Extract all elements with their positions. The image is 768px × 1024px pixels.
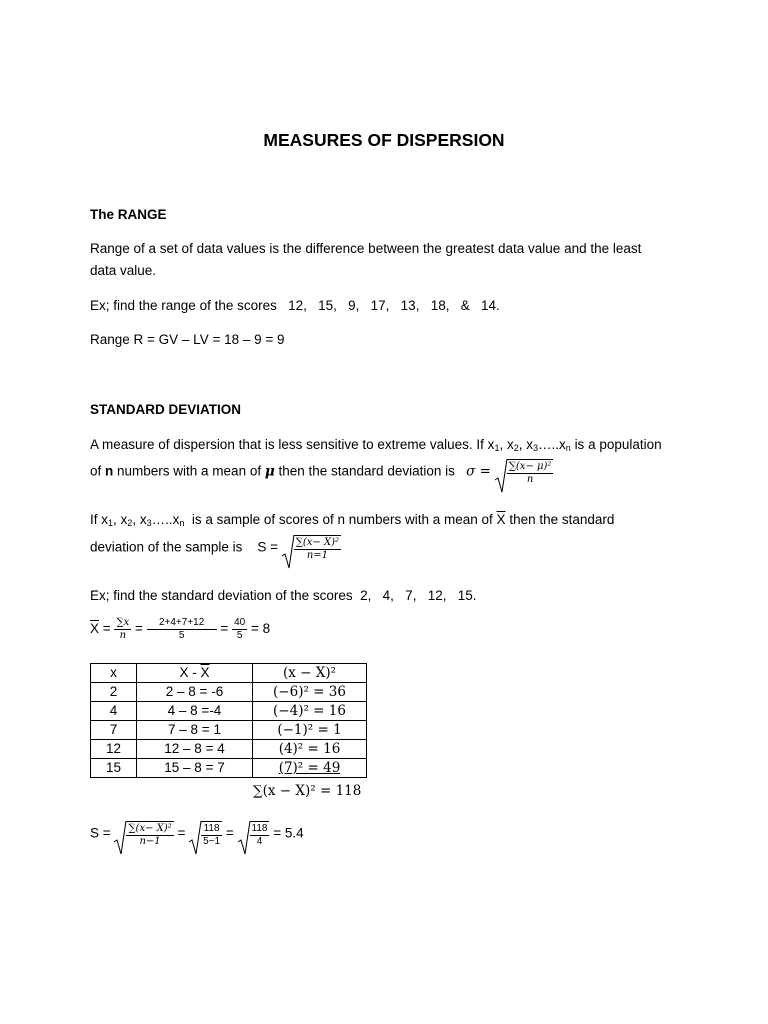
table-cell: (7)² = 49 bbox=[253, 759, 367, 778]
range-heading: The RANGE bbox=[90, 207, 167, 222]
table-row bbox=[91, 702, 367, 721]
sd-example: Ex; find the standard deviation of the scores 2, 4, 7, 12, 15. bbox=[90, 588, 477, 603]
mean-computation: $\overline{X}$ = $\frac{\sum x}{n}$ = $\frac{2+4+7+12}{5}$ = $\frac{40}{5}$ = 8 bbox=[90, 617, 271, 641]
sd-population-line2: of n numbers with a mean of μ then the standard deviation is σ = $\frac{\text{∑(x− μ)²}}{n}$ bbox=[90, 458, 690, 486]
table-header-cell: x bbox=[91, 664, 137, 683]
range-example: Ex; find the range of the scores 12, 15, 9, 17, 13, 18, & 14. bbox=[90, 298, 500, 313]
sigma-symbol: σ = bbox=[466, 463, 491, 480]
sd-sample-line1: If $x_1$, $x_2$, $x_3\dots..x_n$ is a sample of scores of n numbers with a mean of $\overline{X}$ then the standard bbox=[90, 512, 615, 528]
table-cell: (4)² = 16 bbox=[253, 740, 367, 759]
table-row bbox=[91, 759, 367, 778]
table-cell: (−1)² = 1 bbox=[253, 721, 367, 740]
table-row bbox=[91, 740, 367, 759]
table-row bbox=[91, 683, 367, 702]
table-cell: (−4)² = 16 bbox=[253, 702, 367, 721]
table-cell: 7 bbox=[91, 721, 137, 740]
table-cell: 7 – 8 = 1 bbox=[137, 721, 253, 740]
range-result: Range R = GV – LV = 18 – 9 = 9 bbox=[90, 332, 285, 347]
final-sd-computation: S = $\frac{\text{∑(x− X)²}}{n-1}$ = $\frac{118}{5-1}$ = $\frac{118}{4}$ = 5.4 bbox=[90, 820, 690, 848]
table-cell: 12 bbox=[91, 740, 137, 759]
sd-population-line1: A measure of dispersion that is less sensitive to extreme values. If $x_1$, $x_2$, $x_3\dots..x_n$ is a population bbox=[90, 437, 662, 453]
table-cell: 4 bbox=[91, 702, 137, 721]
population-sd-formula: $\frac{\text{∑(x− μ)²}}{n}$ bbox=[495, 458, 554, 486]
range-definition-line1: Range of a set of data values is the difference between the greatest data value and the least bbox=[90, 241, 642, 256]
table-cell: 15 – 8 = 7 bbox=[137, 759, 253, 778]
table-cell: 15 bbox=[91, 759, 137, 778]
range-definition-line2: data value. bbox=[90, 263, 157, 278]
sample-sd-formula: $\frac{\text{∑(x− X)²}}{n=1}$ bbox=[282, 534, 341, 562]
table-cell: 2 bbox=[91, 683, 137, 702]
table-cell: 12 – 8 = 4 bbox=[137, 740, 253, 759]
table-cell: 2 – 8 = -6 bbox=[137, 683, 253, 702]
table-header-cell: X - $\overline{X}$ bbox=[137, 664, 253, 683]
sd-sample-line2: deviation of the sample is S = $\frac{\text{∑(x− X)²}}{n=1}$ bbox=[90, 534, 690, 562]
sum-of-squares: ∑(x − X)² = 118 bbox=[253, 783, 362, 799]
table-row bbox=[91, 721, 367, 740]
table-cell: (−6)² = 36 bbox=[253, 683, 367, 702]
page-title: MEASURES OF DISPERSION bbox=[263, 130, 505, 150]
table-cell: 4 – 8 =-4 bbox=[137, 702, 253, 721]
table-header-cell: (x − X)² bbox=[253, 664, 367, 683]
deviation-table bbox=[90, 663, 367, 778]
sample-mean-symbol: $\overline{X}$ bbox=[496, 512, 506, 527]
sd-heading: STANDARD DEVIATION bbox=[90, 402, 241, 417]
table-header-row bbox=[91, 664, 367, 683]
